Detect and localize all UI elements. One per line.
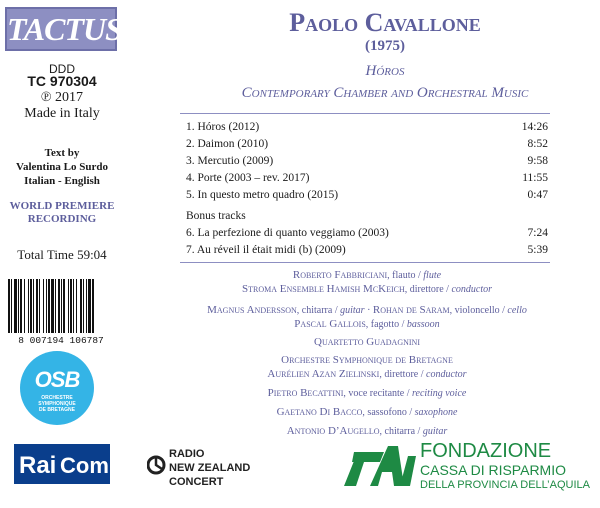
osb-caption-line: SYMPHONIQUE — [38, 401, 76, 407]
barcode-bar — [28, 279, 29, 333]
credit-line — [186, 283, 548, 296]
performer-name: Pietro Becattini — [267, 387, 344, 399]
barcode-bar — [39, 279, 40, 333]
track-duration: 14:26 — [521, 121, 548, 133]
track-row — [186, 172, 548, 188]
barcode-bar — [43, 279, 44, 333]
tactus-logo — [5, 7, 122, 51]
osb-caption-line: DE BRETAGNE — [38, 407, 76, 413]
barcode-bar — [8, 279, 10, 333]
barcode-bar — [30, 279, 32, 333]
track-duration: 0:47 — [527, 189, 548, 201]
barcode-bar — [46, 279, 47, 333]
credit-line — [186, 318, 548, 331]
barcode-bar — [58, 279, 60, 333]
performer-role: , chitarra / — [296, 305, 341, 316]
osb-logo — [20, 351, 94, 425]
barcode-bar — [36, 279, 38, 333]
barcode-bar — [14, 279, 17, 333]
performer-role-en: bassoon — [406, 319, 440, 330]
recording-format: DDD — [49, 62, 75, 76]
barcode-digits: 8 007194 106787 — [18, 335, 104, 345]
fondazione-mark-stroke — [400, 456, 416, 486]
osb-caption-line: ORCHESTRE — [41, 395, 73, 401]
divider — [180, 262, 550, 263]
credit-line — [186, 336, 548, 349]
credit-line — [186, 406, 548, 419]
premiere-line-1: WORLD PREMIERE — [9, 200, 115, 212]
credit-line — [186, 425, 548, 438]
track-title: 1. Hóros (2012) — [186, 121, 260, 133]
phonogram-year: ℗ 2017 — [40, 90, 84, 105]
performer-role: , direttore / — [404, 284, 452, 295]
barcode-bar — [48, 279, 50, 333]
barcode-bar — [18, 279, 19, 333]
performer-role-en: conductor — [451, 284, 492, 295]
track-duration: 9:58 — [527, 155, 548, 167]
performer-name: Antonio D’Augello — [286, 425, 380, 437]
performer-role-en: cello — [507, 305, 527, 316]
performer-name: Orchestre Symphonique de Bretagne — [281, 354, 453, 366]
performer-role: , sassofono / — [362, 407, 415, 418]
osb-logo-caption — [20, 395, 94, 413]
barcode-bar — [83, 279, 84, 333]
barcode-bar — [68, 279, 69, 333]
performer-role: , fagotto / — [365, 319, 407, 330]
track-duration: 5:39 — [527, 244, 548, 256]
performer-role-en: guitar — [340, 305, 365, 316]
performer-role: , voce recitante / — [343, 388, 412, 399]
track-title: 4. Porte (2003 – rev. 2017) — [186, 172, 310, 184]
track-row — [186, 121, 548, 137]
world-premiere-badge — [0, 200, 124, 226]
barcode-bar — [70, 279, 72, 333]
track-row — [186, 227, 548, 243]
track-duration: 8:52 — [527, 138, 548, 150]
barcode-bar — [76, 279, 77, 333]
barcode-bar — [55, 279, 56, 333]
barcode-bar — [11, 279, 12, 333]
track-title: 2. Daimon (2010) — [186, 138, 269, 150]
track-duration: 7:24 — [527, 227, 548, 239]
performer-name: Gaetano Di Bacco — [276, 406, 363, 418]
credit-line — [186, 368, 548, 381]
performer-role: , direttore / — [379, 369, 427, 380]
album-subtitle: Contemporary Chamber and Orchestral Music — [241, 85, 529, 101]
credit-line — [186, 269, 548, 282]
text-by-label: Text by — [44, 147, 80, 159]
performer-role: , chitarra / — [379, 426, 423, 437]
barcode-bar — [20, 279, 22, 333]
performer-role-en: reciting voice — [412, 388, 467, 399]
performer-role: , flauto / — [387, 270, 424, 281]
barcode-bar — [24, 279, 25, 333]
barcode-bar — [80, 279, 82, 333]
rnz-line-1: RADIO — [169, 448, 205, 460]
performer-name: Quartetto Guadagnini — [314, 336, 420, 348]
text-author: Valentina Lo Surdo — [16, 161, 108, 173]
rnz-line-3: CONCERT — [169, 476, 224, 488]
barcode-bar — [88, 279, 91, 333]
performer-name: Rohan de Saram — [372, 304, 450, 316]
premiere-line-2: RECORDING — [27, 213, 97, 225]
barcode-bar — [63, 279, 65, 333]
composer-name: Paolo Cavallone — [289, 8, 481, 37]
raicom-logo-com: Com — [60, 453, 109, 478]
raicom-logo — [14, 442, 110, 487]
track-title: 6. La perfezione di quanto veggiamo (2003) — [186, 227, 389, 239]
tactus-logo-text: TACTUS — [7, 11, 122, 47]
composer-years: (1975) — [365, 38, 405, 54]
barcode-bar — [86, 279, 87, 333]
track-row — [186, 189, 548, 205]
text-languages: Italian - English — [24, 175, 100, 187]
barcode-bar — [61, 279, 62, 333]
barcode — [2, 277, 120, 345]
performer-name: Aurélien Azan Zielinski — [267, 368, 380, 380]
track-row — [186, 138, 548, 154]
performer-role-en: flute — [423, 270, 442, 281]
barcode-bar — [92, 279, 94, 333]
performer-name: Pascal Gallois — [294, 318, 366, 330]
track-duration: 11:55 — [522, 172, 548, 184]
fondazione-subname: CASSA DI RISPARMIO — [420, 462, 566, 478]
catalog-number: TC 970304 — [27, 73, 97, 89]
osb-logo-letters: OSB — [34, 367, 80, 392]
performer-role: , violoncello / — [449, 305, 508, 316]
performer-name: Stroma Ensemble Hamish McKeich — [242, 283, 405, 295]
performer-role-en: conductor — [426, 369, 467, 380]
barcode-bar — [73, 279, 74, 333]
album-title: Hóros — [365, 63, 405, 79]
raicom-logo-rai: Rai — [19, 452, 57, 479]
made-in: Made in Italy — [24, 106, 100, 121]
fondazione-mark-icon — [344, 442, 416, 486]
track-title: 5. In questo metro quadro (2015) — [186, 189, 339, 201]
fondazione-province: DELLA PROVINCIA DELL’AQUILA — [420, 479, 590, 491]
credit-line — [186, 354, 548, 367]
barcode-bar — [33, 279, 34, 333]
separator: · — [364, 305, 373, 316]
performer-name: Magnus Andersson — [207, 304, 297, 316]
divider — [180, 113, 550, 114]
rnz-concert-logo — [147, 444, 267, 488]
rnz-line-2: NEW ZEALAND — [169, 462, 251, 474]
credit-line — [186, 387, 548, 400]
bonus-tracks-label — [186, 210, 548, 226]
fondazione-mark-stroke — [352, 452, 384, 462]
track-title: 3. Mercutio (2009) — [186, 155, 274, 167]
performer-name: Roberto Fabbriciani — [292, 269, 388, 281]
credit-line — [186, 304, 548, 317]
track-row — [186, 244, 548, 260]
track-title: 7. Au réveil il était midi (b) (2009) — [186, 244, 346, 256]
track-row — [186, 155, 548, 171]
text-credit — [0, 146, 124, 188]
bonus-tracks-heading: Bonus tracks — [186, 210, 246, 222]
performer-role-en: guitar — [422, 426, 448, 437]
barcode-bar — [51, 279, 54, 333]
performer-role-en: saxophone — [414, 407, 458, 418]
total-time: Total Time 59:04 — [17, 247, 107, 262]
fondazione-name: FONDAZIONE — [420, 440, 552, 462]
